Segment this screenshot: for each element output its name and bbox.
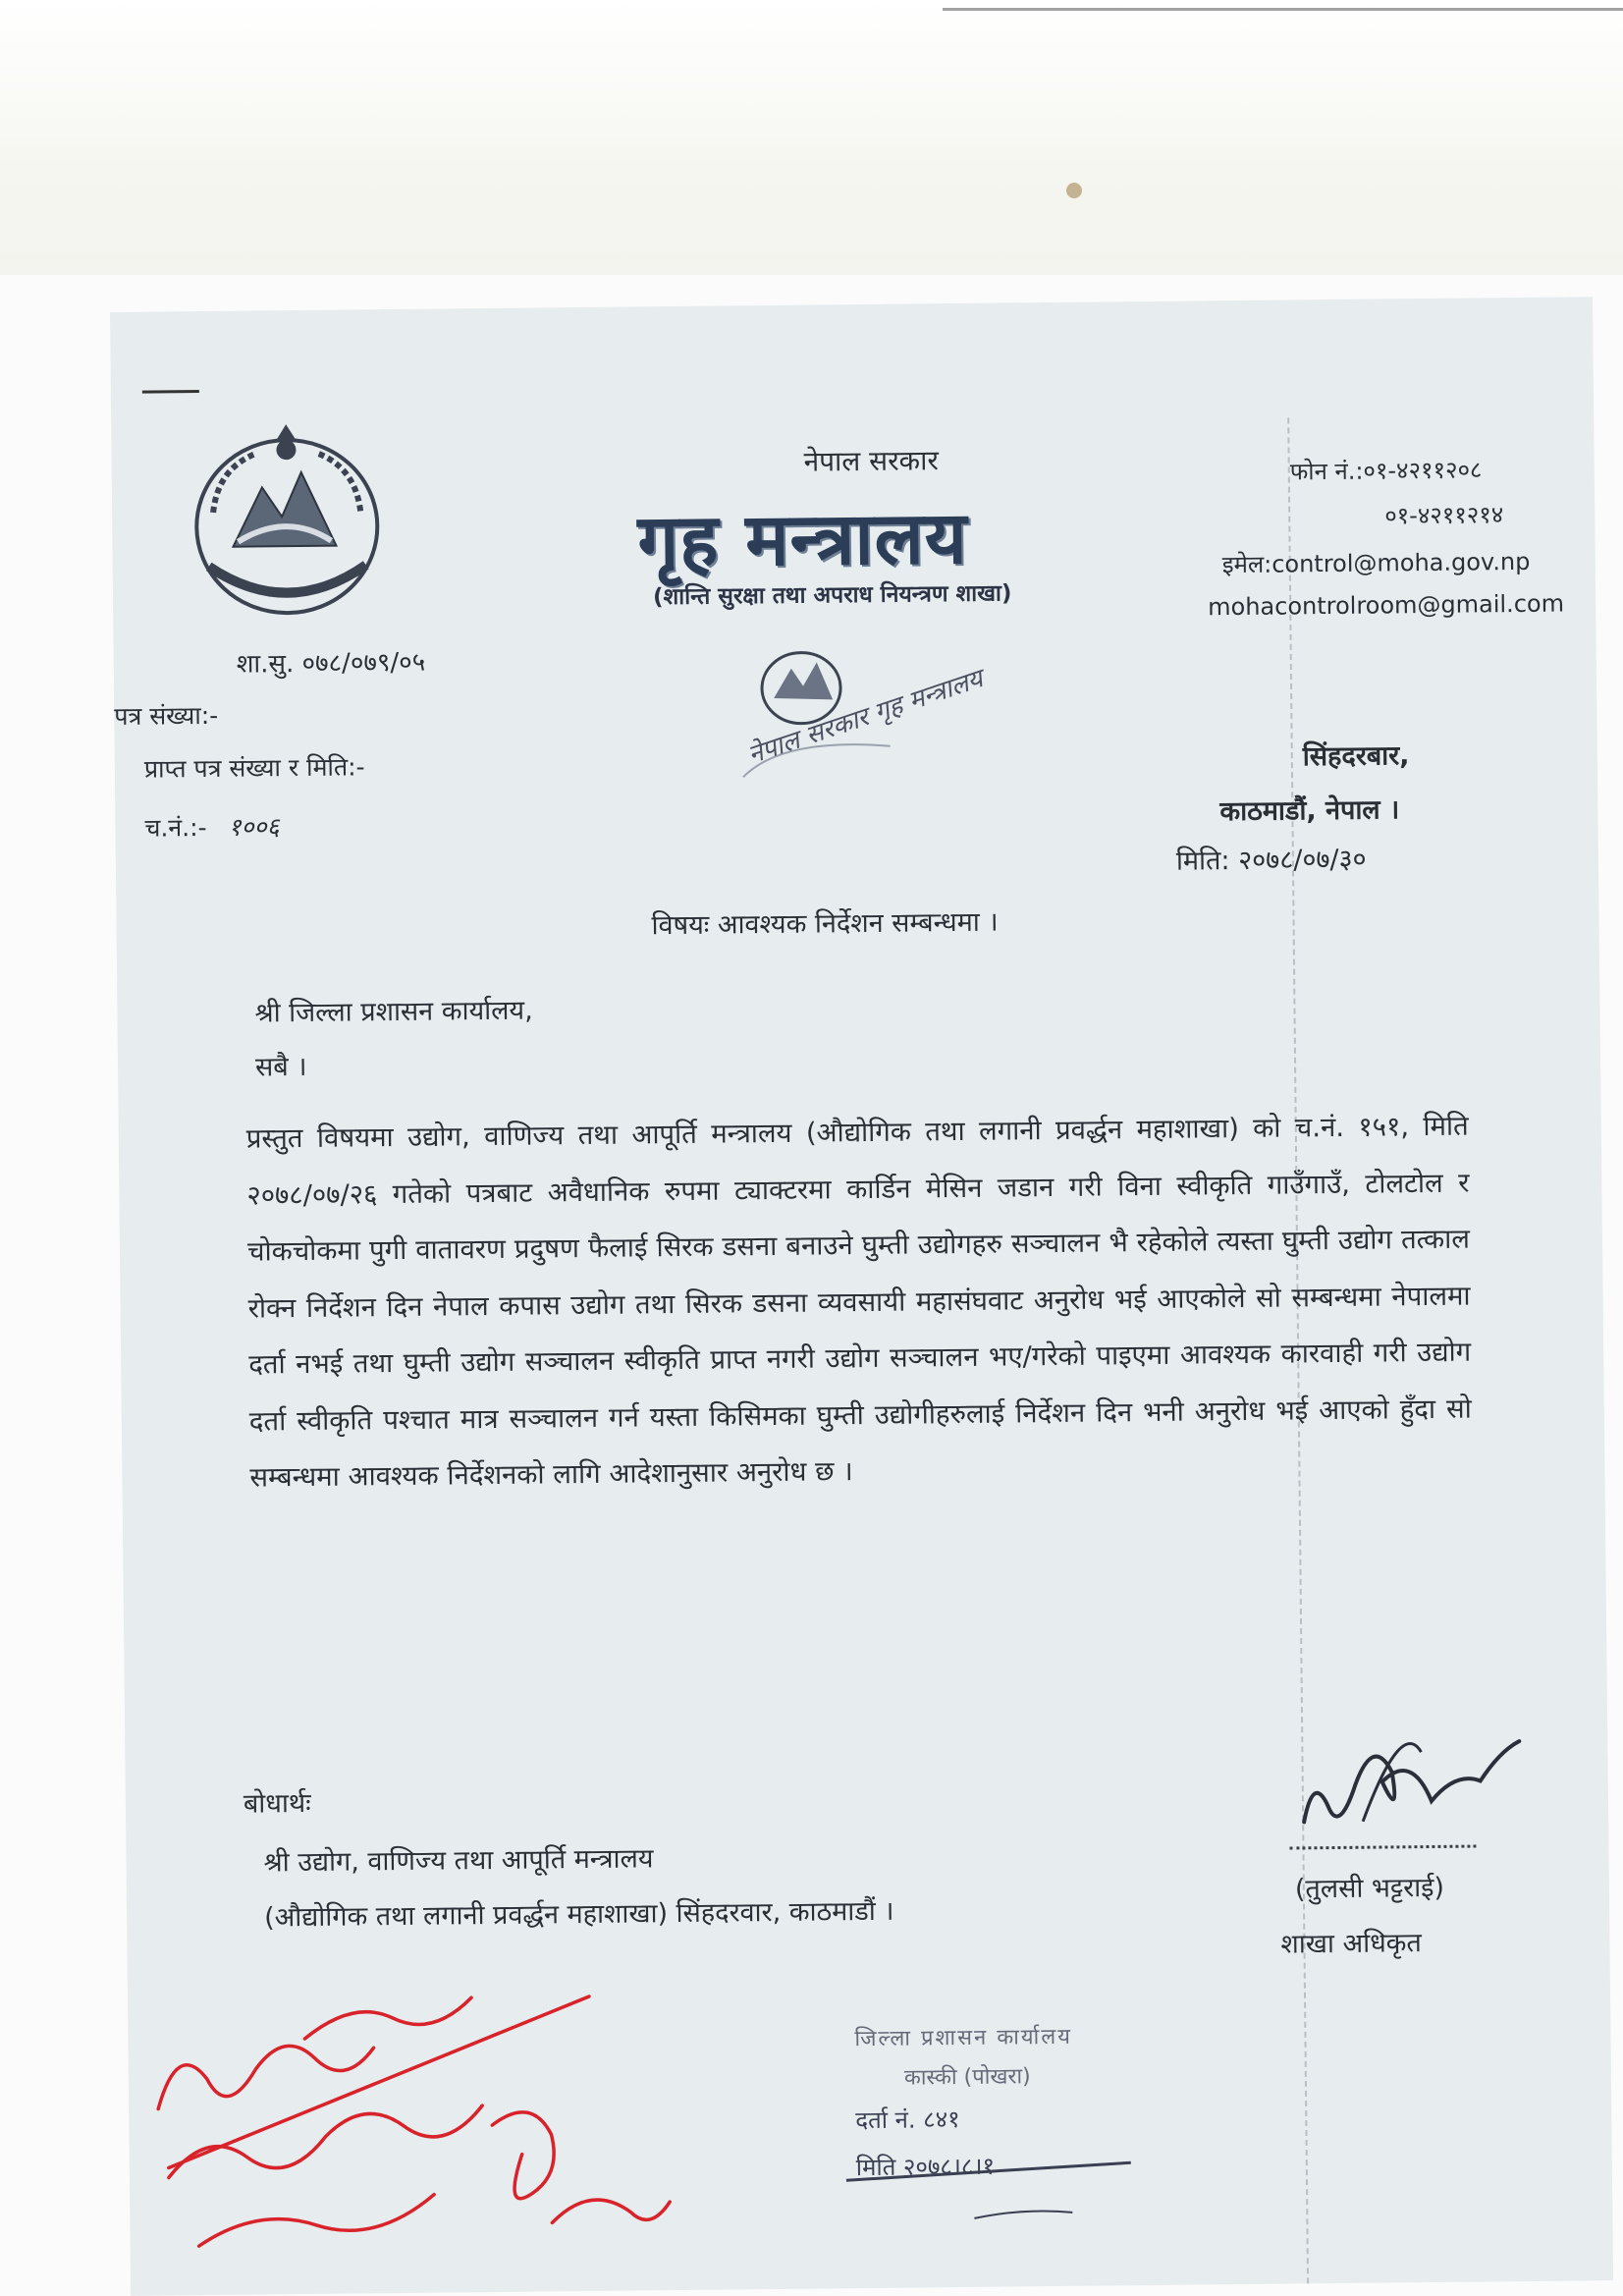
email-1: इमेल:control@moha.gov.np <box>1221 547 1531 579</box>
place-line-1: सिंहदरबार, <box>1302 740 1410 773</box>
letter-body: प्रस्तुत विषयमा उद्योग, वाणिज्य तथा आपूर्ति मन्त्रालय (औद्योगिक तथा लगानी प्रवर्द्धन महाशाखा) को च.नं. १५१, मिति २०७८/०७/२६ गतेको पत्रबाट अवैधानिक रुपमा ट्याक्टरमा कार्डिन मेसिन जडान गरी विना स्वीकृति गाउँगाउँ, टोलटोल र चोकचोकमा पुगी वातावरण प्रदुषण फैलाई सिरक डसना बनाउने घुम्ती उद्योगहरु सञ्चालन भै रहेकोले त्यस्ता घुम्ती उद्योग तत्काल रोक्न निर्देशन दिन नेपाल कपास उद्योग तथा सिरक डसना व्यवसायी महासंघवाट अनुरोध भई आएकोले सो सम्बन्धमा नेपालमा दर्ता नभई तथा घुम्ती उद्योग सञ्चालन स्वीकृति प्राप्त नगरी उद्योग सञ्चालन भए/गरेको पाइएमा आवश्यक कारवाही गरी उद्योग दर्ता स्वीकृति पश्चात मात्र सञ्चालन गर्न यस्ता किसिमका घुम्ती उद्योगीहरुलाई निर्देशन दिन भनी अनुरोध भई आएको हुँदा सो सम्बन्धमा आवश्यक निर्देशनको लागि आदेशानुसार अनुरोध छ । <box>245 1110 1472 1494</box>
dispatch-number <box>144 809 279 844</box>
phone-number-2: ०१-४२११२१४ <box>1384 501 1504 530</box>
nepal-emblem-icon <box>178 417 396 626</box>
stamp-line-4: मिति २०७८।८।१ <box>855 2152 996 2182</box>
letter-date: मिति: २०७८/०७/३० <box>1175 844 1367 877</box>
phone-number-1: फोन नं.:०१-४२११२०८ <box>1289 456 1483 486</box>
scan-edge-line <box>943 8 1623 11</box>
signer-name: (तुलसी भट्टराई) <box>1294 1872 1445 1905</box>
received-letter-label: प्राप्त पत्र संख्या र मिति:- <box>143 752 365 784</box>
cc-line-2: (औद्योगिक तथा लगानी प्रवर्द्धन महाशाखा) सिंहदरवार, काठमाडौं । <box>263 1895 894 1934</box>
cc-heading: बोधार्थः <box>243 1787 311 1820</box>
government-name: नेपाल सरकार <box>803 444 939 478</box>
cc-line-1: श्री उद्योग, वाणिज्य तथा आपूर्ति मन्त्रालय <box>263 1843 654 1879</box>
stamp-line-1: जिल्ला प्रशासन कार्यालय <box>854 2024 1073 2052</box>
handwritten-note-icon <box>137 1976 730 2276</box>
branch-name: (शान्ति सुरक्षा तथा अपराध नियन्त्रण शाखा) <box>652 580 1012 611</box>
ministry-title: गृह मन्त्रालय <box>637 495 969 584</box>
dispatch-value: १००६ <box>228 812 280 842</box>
scan-margin <box>0 0 1623 275</box>
recipient-line-2: सबै । <box>254 1051 307 1083</box>
subject-line: विषयः आवश्यक निर्देशन सम्बन्धमा । <box>651 906 999 942</box>
stamp-line-2: कास्की (पोखरा) <box>903 2064 1031 2091</box>
branch-reference: शा.सु. ०७८/०७९/०५ <box>236 647 426 680</box>
letter-page <box>110 297 1613 2296</box>
stamp-line-3: दर्ता नं. ८४१ <box>855 2105 960 2135</box>
smudge-mark <box>1066 183 1082 198</box>
signer-title: शाखा अधिकृत <box>1280 1928 1422 1960</box>
seal-text: नेपाल सरकार गृह मन्त्रालय <box>744 664 987 771</box>
email-2: mohacontrolroom@gmail.com <box>1208 589 1565 622</box>
place-line-2: काठमाडौं, नेपाल । <box>1219 794 1400 828</box>
dispatch-label: च.नं.:- <box>144 812 207 843</box>
letter-number-label: पत्र संख्या:- <box>114 700 219 731</box>
signature-icon <box>1283 1712 1540 1852</box>
recipient-line-1: श्री जिल्ला प्रशासन कार्यालय, <box>254 995 533 1029</box>
margin-dash <box>142 390 199 394</box>
